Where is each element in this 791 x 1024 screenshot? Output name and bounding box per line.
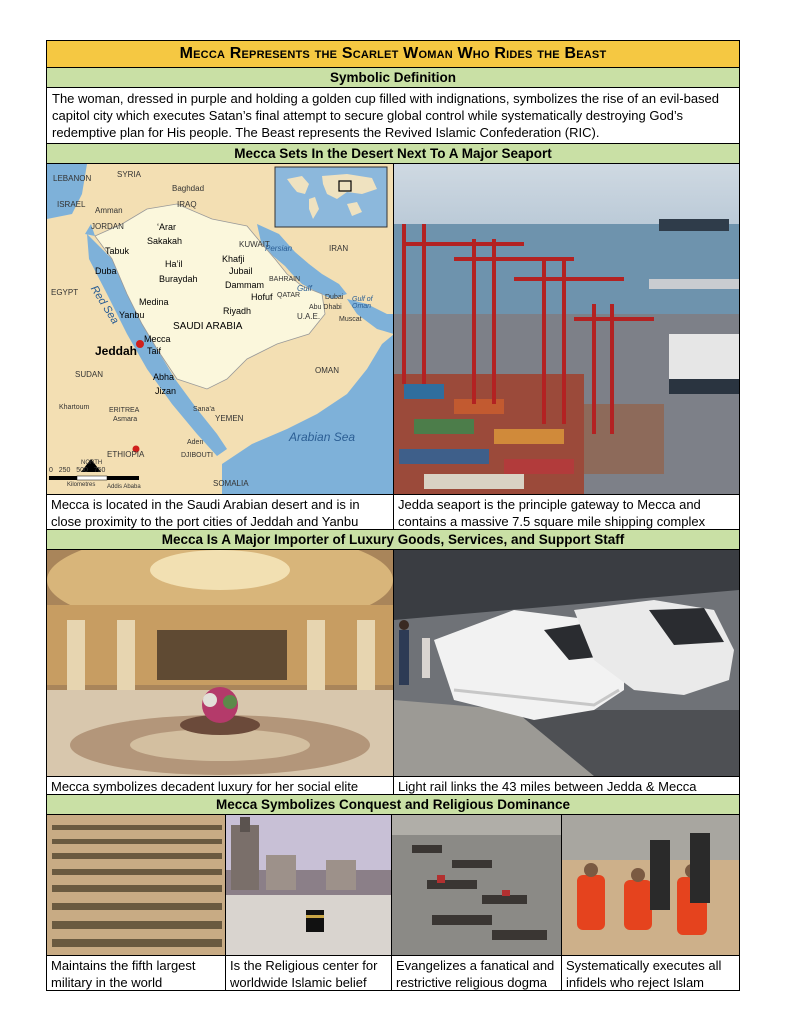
rail-caption: Light rail links the 43 miles between Jedda & Mecca xyxy=(398,779,697,794)
map-label: DJIBOUTI xyxy=(181,452,213,459)
map-label: Baghdad xyxy=(172,184,205,193)
map-caption: Mecca is located in the Saudi Arabian desert and is in close proximity to the port cities of Jeddah and Yanbu xyxy=(47,495,394,529)
map-label: ERITREA xyxy=(109,407,140,414)
section1-captions xyxy=(46,494,740,530)
map-label: Aden xyxy=(187,439,204,446)
military-photo xyxy=(47,815,226,955)
kaaba-photo xyxy=(226,815,392,955)
map-label: Jeddah xyxy=(95,344,138,358)
map-label: Red Sea xyxy=(87,283,121,327)
definition-text: The woman, dressed in purple and holding a golden cup filled with indignations, symbolizes the rise of an evil-based capitol city which executes Satan’s final attempt to secure global control while systematically destroying God’s redemptive plan for His people. The Beast represents the Revived Islamic Confederation (RIC). xyxy=(46,88,740,144)
map-label: Ha’il xyxy=(165,259,183,269)
map-label: Hofuf xyxy=(251,292,273,302)
executions-photo xyxy=(562,815,739,955)
map-label: Dammam xyxy=(225,280,265,290)
map-label: SAUDI ARABIA xyxy=(173,321,243,332)
section1-images xyxy=(46,164,740,494)
definition-header: Symbolic Definition xyxy=(46,68,740,88)
map-label: Dubai xyxy=(325,294,344,301)
section2-captions xyxy=(46,776,740,795)
map-label: Taif xyxy=(147,346,162,356)
map-label: YEMEN xyxy=(215,414,244,423)
map-label: ETHIOPIA xyxy=(107,450,145,459)
map-label: Duba xyxy=(95,266,117,276)
map-label: Medina xyxy=(139,297,169,307)
map-label: BAHRAIN xyxy=(269,276,301,283)
section1-header: Mecca Sets In the Desert Next To A Major Seaport xyxy=(46,144,740,164)
section3-images xyxy=(46,815,740,955)
map-label: Sakakah xyxy=(147,236,183,246)
map-label: IRAN xyxy=(329,244,349,253)
map-label: SYRIA xyxy=(117,170,142,179)
saudi-arabia-map xyxy=(47,164,394,494)
map-label: Gulf of Oman xyxy=(352,296,373,310)
map-label: NORTH xyxy=(81,460,103,466)
map-label: QATAR xyxy=(277,292,301,299)
map-label: SUDAN xyxy=(75,370,104,379)
luxury-interior-photo xyxy=(47,550,394,776)
map-label: JORDAN xyxy=(91,222,124,231)
executions-caption: Systematically executes all infidels who reject Islam xyxy=(566,958,722,990)
map-label: Amman xyxy=(95,206,123,215)
map-label: U.A.E. xyxy=(297,312,321,321)
map-label: Riyadh xyxy=(223,306,252,316)
luxury-caption: Mecca symbolizes decadent luxury for her social elite xyxy=(47,777,394,794)
dogma-caption: Evangelizes a fanatical and restrictive religious dogma xyxy=(392,956,562,990)
map-label: Tabuk xyxy=(105,246,130,256)
map-label: Yanbu xyxy=(119,310,145,320)
light-rail-photo xyxy=(394,550,739,776)
map-label: Abu Dhabi xyxy=(309,304,342,311)
map-label: KUWAIT xyxy=(239,240,270,249)
map-label: LEBANON xyxy=(53,174,92,183)
kaaba-caption: Is the Religious center for worldwide Islamic belief xyxy=(226,956,392,990)
map-label: Arabian Sea xyxy=(289,430,356,444)
page-title: Mecca Represents the Scarlet Woman Who Rides the Beast xyxy=(46,40,740,68)
map-label: Buraydah xyxy=(159,274,198,284)
section2-images xyxy=(46,550,740,776)
military-caption: Maintains the fifth largest military in the world xyxy=(47,956,226,990)
map-label: Mecca xyxy=(144,334,171,344)
map-label: SOMALIA xyxy=(213,479,249,488)
section3-captions xyxy=(46,955,740,991)
map-label: Jubail xyxy=(229,266,253,276)
map-label: Sana’a xyxy=(193,406,215,413)
map-label: OMAN xyxy=(315,366,339,375)
jeddah-seaport-photo xyxy=(394,164,739,494)
section2-header: Mecca Is A Major Importer of Luxury Goods, Services, and Support Staff xyxy=(46,530,740,550)
map-label: Kilometres xyxy=(67,482,96,488)
section3-header: Mecca Symbolizes Conquest and Religious Dominance xyxy=(46,795,740,815)
map-label: Asmara xyxy=(113,416,138,423)
map-label: Persian xyxy=(265,244,293,253)
map-label: 0 250 500 750 xyxy=(49,467,106,474)
seaport-caption: Jedda seaport is the principle gateway to Mecca and contains a massive 7.5 square mile shipping complex xyxy=(398,497,706,529)
map-label: Addis Ababa xyxy=(107,484,141,490)
map-label: EGYPT xyxy=(51,288,79,297)
religious-dogma-photo xyxy=(392,815,562,955)
map-label: Muscat xyxy=(339,316,362,323)
map-label: Gulf xyxy=(297,284,312,293)
document-sheet xyxy=(46,40,740,991)
map-label: ISRAEL xyxy=(57,200,86,209)
map-label: Khartoum xyxy=(59,404,90,411)
map-label: ‘Arar xyxy=(157,222,177,232)
map-label: Jizan xyxy=(155,386,177,396)
map-label: Khafji xyxy=(222,254,245,264)
map-label: Abha xyxy=(153,372,175,382)
map-labels xyxy=(47,164,394,494)
map-label: IRAQ xyxy=(177,200,197,209)
